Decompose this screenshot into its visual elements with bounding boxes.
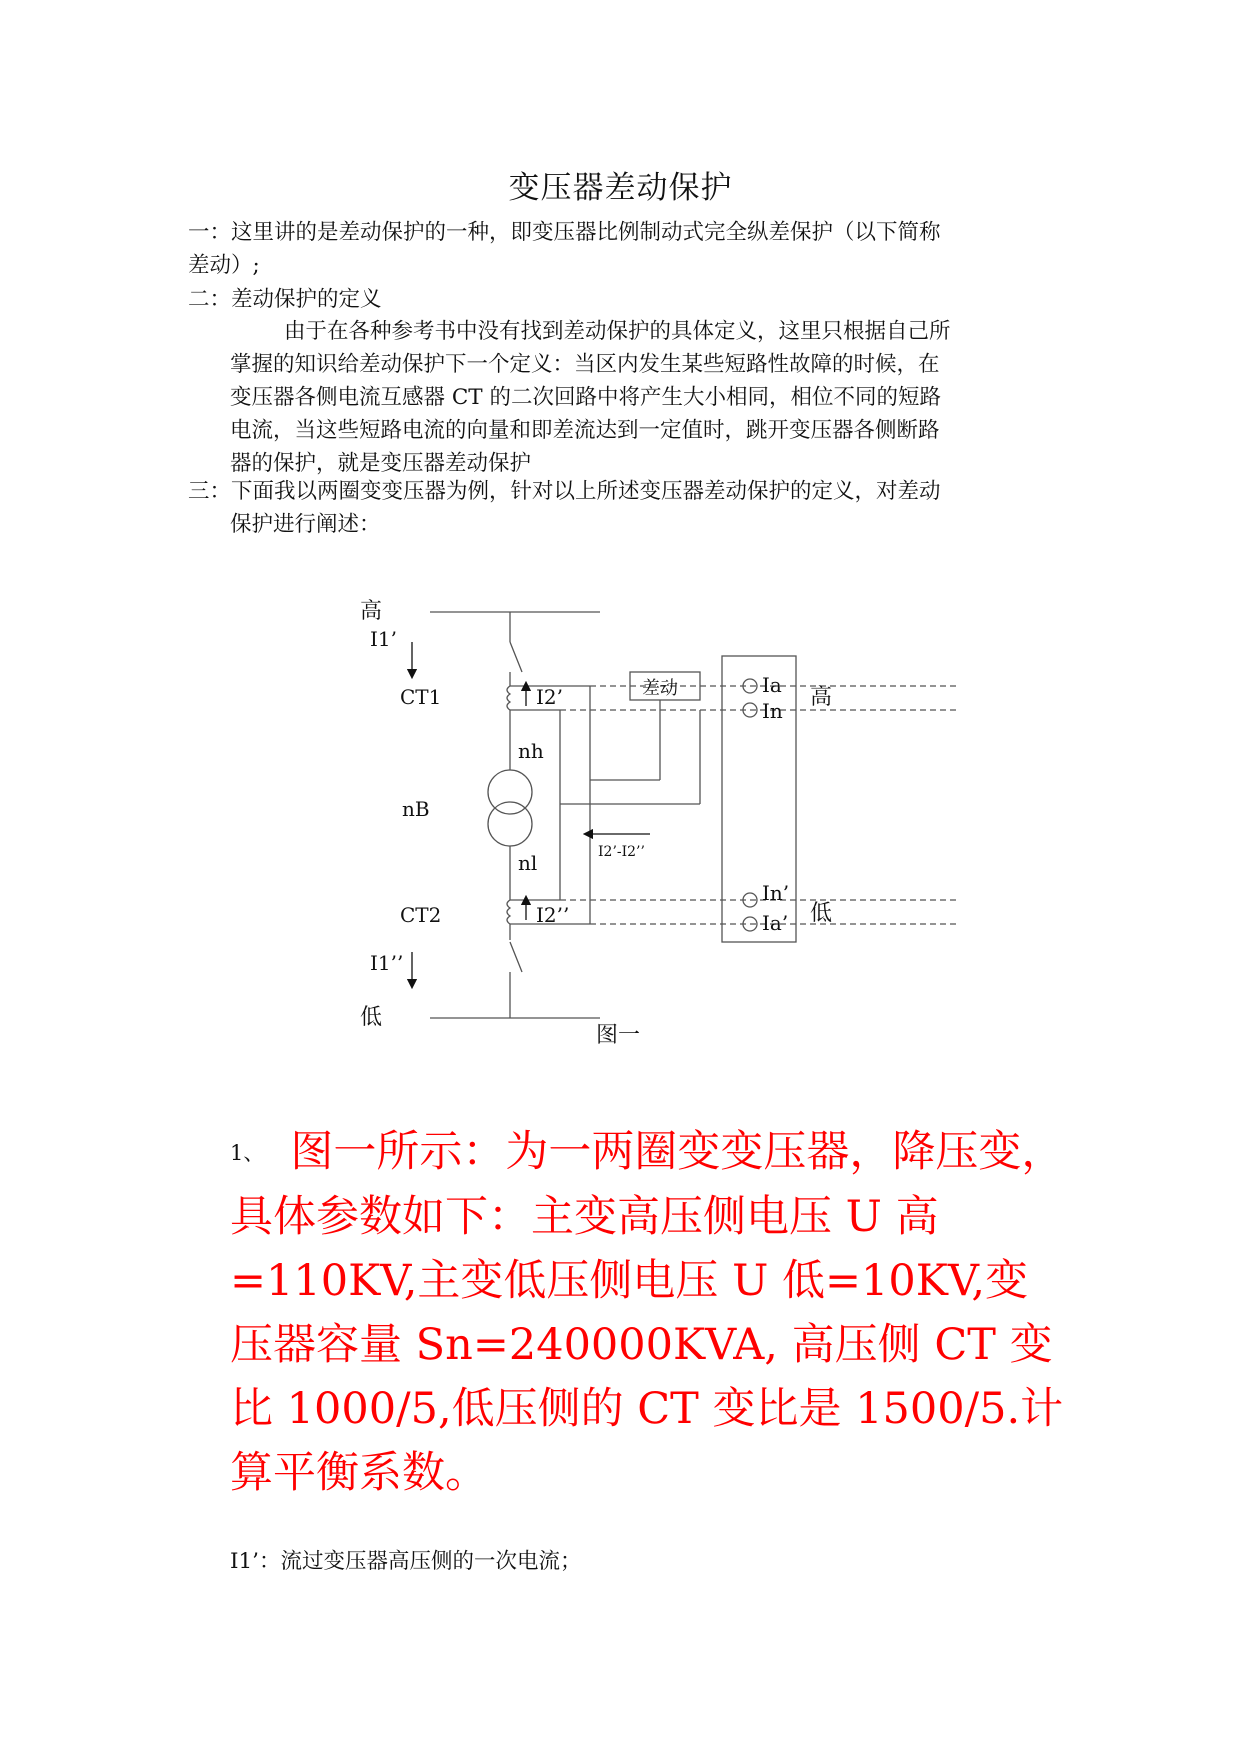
terminal-ia-label: Ia: [762, 673, 782, 697]
section-1: [188, 216, 941, 282]
section-2-line: 由于在各种参考书中没有找到差动保护的具体定义，这里只根据自己所: [284, 319, 951, 344]
problem-number: 1、: [230, 1141, 265, 1165]
problem-line: [230, 1120, 1130, 1185]
problem-line: 压器容量 Sn=240000KVA, 高压侧 CT 变: [230, 1320, 1053, 1370]
section-2-heading: 二：差动保护的定义: [188, 287, 382, 312]
low-bus-label: 低: [360, 1005, 383, 1030]
section-2-line: 变压器各侧电流互感器 CT 的二次回路中将产生大小相同，相位不同的短路: [230, 385, 941, 410]
section-2-line: 电流，当这些短路电流的向量和即差流达到一定值时，跳开变压器各侧断路: [230, 418, 940, 443]
section-2-line: 器的保护，就是变压器差动保护: [230, 451, 532, 476]
page-title: 变压器差动保护: [508, 170, 733, 206]
diff-current-label: I2’-I2’’: [598, 844, 645, 860]
problem-line: 算平衡系数。: [230, 1448, 488, 1498]
i1-high-label: I1’: [370, 627, 397, 651]
figure-caption: 图一: [596, 1023, 641, 1048]
problem-statement: [230, 1120, 1130, 1505]
section-1-line: 一：这里讲的是差动保护的一种，即变压器比例制动式完全纵差保护（以下简称: [188, 220, 941, 245]
relay-label: 差动: [642, 678, 678, 699]
terminal-in-low-label: In’: [762, 881, 790, 905]
problem-line: 比 1000/5,低压侧的 CT 变比是 1500/5.计: [230, 1384, 1064, 1434]
i2-low-label: I2’’: [536, 903, 570, 927]
nh-label: nh: [518, 739, 544, 763]
section-1-line: 差动）;: [188, 253, 260, 278]
nl-label: nl: [518, 851, 538, 875]
transformer-differential-diagram: [360, 590, 960, 1070]
box-high-label: 高: [810, 685, 833, 710]
problem-line-text: 图一所示：为一两圈变变压器，降压变，: [290, 1127, 1065, 1177]
terminal-ia-low-label: Ia’: [762, 911, 789, 935]
terminal-in-label: In: [762, 699, 783, 723]
box-low-label: 低: [810, 901, 833, 926]
problem-line: =110KV,主变低压侧电压 U 低=10KV,变: [230, 1256, 1029, 1306]
high-bus-label: 高: [360, 599, 383, 624]
section-3: [188, 475, 941, 541]
section-2-body: [230, 315, 951, 480]
problem-line: 具体参数如下：主变高压侧电压 U 高: [230, 1192, 939, 1242]
section-2-line: 掌握的知识给差动保护下一个定义：当区内发生某些短路性故障的时候，在: [230, 352, 940, 377]
section-3-line: 保护进行阐述：: [230, 512, 381, 537]
ct1-label: CT1: [400, 685, 442, 709]
i1-low-label: I1’’: [370, 951, 404, 975]
section-3-line: 三：下面我以两圈变变压器为例，针对以上所述变压器差动保护的定义，对差动: [188, 479, 941, 504]
nb-label: nB: [402, 797, 430, 821]
i2-high-label: I2’: [536, 685, 563, 709]
i1-definition: I1’：流过变压器高压侧的一次电流；: [230, 1549, 582, 1574]
ct2-label: CT2: [400, 903, 442, 927]
